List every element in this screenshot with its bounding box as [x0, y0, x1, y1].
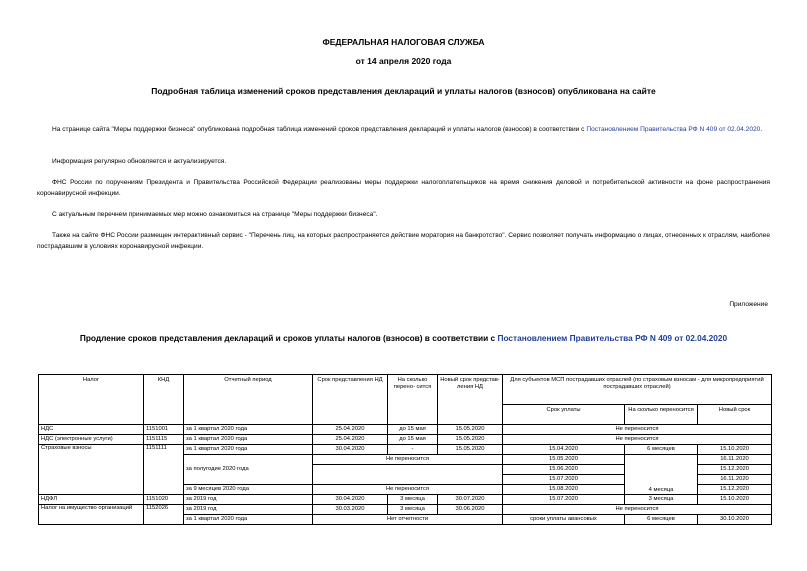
cell-shift: до 15 мая [388, 425, 438, 435]
cell-period: за 1 квартал 2020 года [184, 445, 313, 455]
cell-note: Не переносится [313, 485, 503, 495]
cell-deadline: 30.03.2020 [313, 505, 388, 515]
table-row [39, 435, 772, 445]
cell-period: за 1 квартал 2020 года [184, 425, 313, 435]
cell-new-deadline: 30.07.2020 [438, 495, 503, 505]
cell-pay-new: 30.10.2020 [698, 515, 772, 525]
cell-pay-shift: 4 месяца [625, 455, 698, 495]
table-row [39, 445, 772, 455]
paragraph-1-text: На странице сайта "Меры поддержки бизнеса" опубликована подробная таблица изменений сроков представления деклараций и уплаты налогов (взносов) в соответствии с [52, 126, 587, 133]
paragraph-1-end: . [760, 126, 763, 133]
cell-deadline: 25.04.2020 [313, 435, 388, 445]
cell-tax: НДС (электронные услуги) [39, 435, 144, 445]
cell-shift: 3 месяца [388, 505, 438, 515]
cell-pay-shift: 6 месяцев [625, 445, 698, 455]
table-row [39, 505, 772, 515]
cell-tax: Налог на имущество организаций [39, 505, 144, 525]
cell-period: за 1 квартал 2020 года [184, 515, 313, 525]
agency-name: ФЕДЕРАЛЬНАЯ НАЛОГОВАЯ СЛУЖБА [322, 37, 485, 47]
cell-sme: Не переносится [503, 435, 772, 445]
table-row [39, 425, 772, 435]
paragraph-5: Также на сайте ФНС России размещен интерактивный сервис - "Перечень лиц, на которых распространяется действие моратория на банкротство". Сервис позволяет получать информацию о лицах, отнесенных к отраслям, наиболее пострадавшим в условиях коронавирусной инфекции. [37, 232, 770, 250]
cell-deadline: 30.04.2020 [313, 445, 388, 455]
extension-title [0, 333, 807, 343]
cell-period: за 9 месяцев 2020 года [184, 485, 313, 495]
cell-pay-deadline: 15.06.2020 [503, 465, 625, 475]
cell-pay-new: 15.12.2020 [698, 485, 772, 495]
resolution-link[interactable]: Постановлением Правительства РФ N 409 от 02.04.2020 [586, 126, 761, 133]
header-new-deadline: Новый срок представ- ления НД [438, 375, 503, 425]
cell-new-deadline: 30.06.2020 [438, 505, 503, 515]
cell-note: Не переносится [313, 455, 503, 465]
cell-new-deadline: 15.05.2020 [438, 445, 503, 455]
header-pay-new: Новый срок [698, 405, 772, 425]
cell-knd: 1151020 [144, 495, 184, 505]
cell-pay-shift: 3 месяца [625, 495, 698, 505]
cell-tax: НДФЛ [39, 495, 144, 505]
publication-date: от 14 апреля 2020 года [355, 56, 452, 66]
paragraph-2: Информация регулярно обновляется и актуализируется. [52, 158, 227, 165]
cell-pay-new: 15.10.2020 [698, 495, 772, 505]
cell-pay-new: 15.12.2020 [698, 465, 772, 475]
paragraph-3: ФНС России по поручениям Президента и Правительства Российской Федерации реализованы меры поддержки налогоплательщиков на время снижения деловой и потребительской активности на фоне распространения коронавирусной инфекции. [37, 179, 770, 197]
cell-knd: 1151115 [144, 435, 184, 445]
header-shift: На сколько перено- сится [388, 375, 438, 425]
header-tax: Налог [39, 375, 144, 425]
cell-pay-deadline: сроки уплаты авансовых [503, 515, 625, 525]
cell-knd: 1151111 [144, 445, 184, 495]
cell-period: за 2019 год [184, 505, 313, 515]
cell-sme: Не переносится [503, 505, 772, 515]
cell-knd: 1152026 [144, 505, 184, 525]
cell-tax: НДС [39, 425, 144, 435]
cell-shift: до 15 мая [388, 435, 438, 445]
cell-pay-new: 16.11.2020 [698, 475, 772, 485]
cell-pay-deadline: 15.07.2020 [503, 475, 625, 485]
cell-empty [313, 465, 503, 475]
header-pay-deadline: Срок уплаты [503, 405, 625, 425]
cell-pay-shift: 6 месяцев [625, 515, 698, 525]
paragraph-1 [37, 125, 770, 136]
cell-tax: Страховые взносы [39, 445, 144, 495]
header-pay-shift: На сколько переносится [625, 405, 698, 425]
appendix-label: Приложение [729, 301, 768, 308]
cell-deadline: 30.04.2020 [313, 495, 388, 505]
cell-pay-new: 15.10.2020 [698, 445, 772, 455]
cell-new-deadline: 15.05.2020 [438, 425, 503, 435]
news-title: Подробная таблица изменений сроков представления деклараций и уплаты налогов (взносов) опубликована на сайте [151, 86, 656, 96]
extension-resolution-link[interactable]: Постановлением Правительства РФ N 409 от 02.04.2020 [497, 333, 728, 343]
header-knd: КНД [144, 375, 184, 425]
paragraph-4: С актуальным перечнем принимаемых мер можно ознакомиться на странице "Меры поддержки бизнеса". [52, 211, 378, 218]
cell-pay-deadline: 15.05.2020 [503, 455, 625, 465]
cell-pay-new: 16.11.2020 [698, 455, 772, 465]
header-deadline: Срок представления НД [313, 375, 388, 425]
cell-empty [313, 475, 503, 485]
cell-pay-deadline: 15.04.2020 [503, 445, 625, 455]
table-row [39, 495, 772, 505]
extension-title-text: Продление сроков представления деклараций и сроков уплаты налогов (взносов) в соответствии с [79, 333, 498, 343]
cell-pay-deadline: 15.08.2020 [503, 485, 625, 495]
cell-pay-deadline: 15.07.2020 [503, 495, 625, 505]
header-period: Отчетный период [184, 375, 313, 425]
cell-deadline: 25.04.2020 [313, 425, 388, 435]
header-sme-group: Для субъектов МСП пострадавших отраслей (по страховым взносам - для микропредприятий пострадавших отраслей) [503, 375, 772, 405]
cell-new-deadline: 15.05.2020 [438, 435, 503, 445]
cell-period: за 2019 год [184, 495, 313, 505]
cell-period: за 1 квартал 2020 года [184, 435, 313, 445]
cell-sme: Не переносится [503, 425, 772, 435]
cell-knd: 1151001 [144, 425, 184, 435]
cell-period: за полугодие 2020 года [184, 455, 313, 485]
cell-note: Нет отчетности [313, 515, 503, 525]
cell-shift: - [388, 445, 438, 455]
deadlines-table [38, 374, 772, 525]
cell-shift: 3 месяца [388, 495, 438, 505]
